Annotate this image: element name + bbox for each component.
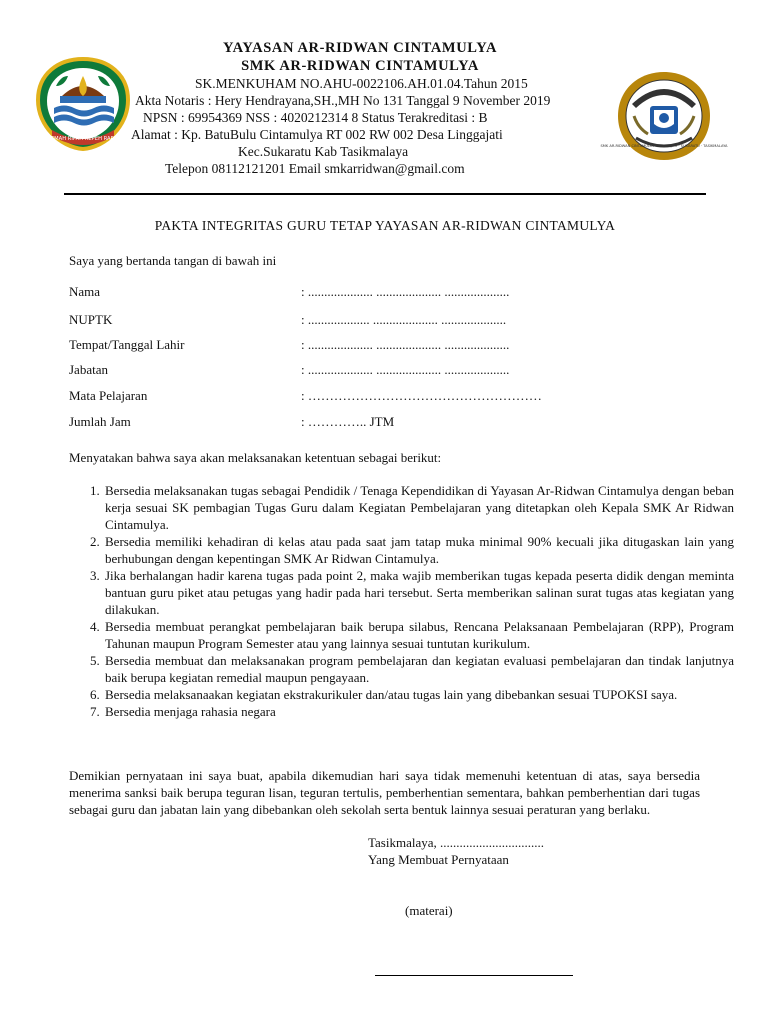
field-label-birth: Tempat/Tanggal Lahir xyxy=(69,337,185,352)
field-value-subject: : ……………………………………………… xyxy=(301,388,542,403)
statement-text: Menyatakan bahwa saya akan melaksanakan ketentuan sebagai berikut: xyxy=(69,450,442,465)
list-item: 7. Bersedia menjaga rahasia negara xyxy=(103,703,734,720)
signature-line xyxy=(375,975,573,976)
foundation-name: YAYASAN AR-RIDWAN CINTAMULYA xyxy=(222,40,498,56)
intro-text: Saya yang bertanda tangan di bawah ini xyxy=(69,253,277,268)
field-value-nuptk: : ................... .................... .................... xyxy=(301,312,507,327)
field-value-birth: : .................... .................... .................... xyxy=(301,337,510,352)
address-line-2: Kec.Sukaratu Kab Tasikmalaya xyxy=(238,144,409,159)
contact-info: Telepon 08112121201 Email smkarridwan@gmail.com xyxy=(165,161,465,176)
school-crest-logo xyxy=(600,68,728,164)
signer-label: Yang Membuat Pernyataan xyxy=(368,852,509,867)
decree-number: SK.MENKUHAM NO.AHU-0022106.AH.01.04.Tahun 2015 xyxy=(195,76,528,91)
field-label-nama: Nama xyxy=(69,284,101,299)
notary-deed: Akta Notaris : Hery Hendrayana,SH.,MH No 131 Tanggal 9 November 2019 xyxy=(135,93,551,108)
field-label-position: Jabatan xyxy=(69,362,108,377)
crest-text: SMK AR-RIDWAN CINTAMULYA · LINGGAJATI · SUKARATU · TASIKMALAYA xyxy=(600,144,728,148)
header-divider xyxy=(64,193,706,195)
emblem-motto: GEMAH RIPAH REPEH RAPIH xyxy=(46,136,120,142)
list-item: 6. Bersedia melaksanaakan kegiatan ekstrakurikuler dan/atau tugas lain yang dibebankan sesuai TUPOKSI saya. xyxy=(103,686,734,703)
npsn-nss: NPSN : 69954369 NSS : 4020212314 8 Status Terakreditasi : B xyxy=(143,110,488,125)
list-item: 3. Jika berhalangan hadir karena tugas pada point 2, maka wajib memberikan tugas kepada peserta didik dengan meminta bantuan guru piket atau petugas yang hadir pada hari tersebut. Serta memberikan salinan surat tugas atas kegiatan yang dilakukan. xyxy=(103,567,734,618)
west-java-emblem-logo xyxy=(34,56,132,152)
field-value-hours: : ………….. JTM xyxy=(301,414,395,429)
place-date: Tasikmalaya, ................................ xyxy=(368,835,545,850)
field-value-position: : .................... .................... .................... xyxy=(301,362,510,377)
field-label-subject: Mata Pelajaran xyxy=(69,388,148,403)
closing-paragraph: Demikian pernyataan ini saya buat, apabila dikemudian hari saya tidak memenuhi ketentuan di atas, saya bersedia menerima sanksi baik berupa teguran lisan, teguran tertulis, pemberhentian sementara, bahkan pemberhentian dari tugas sebagai guru dan jabatan lain yang dibebankan oleh sekolah serta bentuk lainnya sesuai peraturan yang berlaku. xyxy=(69,768,700,817)
document-title: PAKTA INTEGRITAS GURU TETAP YAYASAN AR-RIDWAN CINTAMULYA xyxy=(154,218,616,233)
address-line-1: Alamat : Kp. BatuBulu Cintamulya RT 002 RW 002 Desa Linggajati xyxy=(131,127,503,142)
school-name: SMK AR-RIDWAN CINTAMULYA xyxy=(241,58,479,74)
list-item: 5. Bersedia membuat dan melaksanakan program pembelajaran dan kegiatan evaluasi pembelajaran dan tindak lanjutnya baik berupa kegiatan remedial maupun pengayaan. xyxy=(103,652,734,686)
field-label-hours: Jumlah Jam xyxy=(69,414,131,429)
provisions-list xyxy=(69,482,734,720)
list-item: 4. Bersedia membuat perangkat pembelajaran baik berupa silabus, Rencana Pelaksanaan Pembelajaran (RPP), Program Tahunan maupun Program Semester atau yang lainnya sesuai tuntutan kurikulum. xyxy=(103,618,734,652)
field-value-nama: : .................... .................... .................... xyxy=(301,284,510,299)
list-item: 2. Bersedia memiliki kehadiran di kelas atau pada saat jam tatap muka minimal 90% kecuali jika ditugaskan lain yang berhubungan dengan kepentingan SMK Ar Ridwan Cintamulya. xyxy=(103,533,734,567)
stamp-duty-label: (materai) xyxy=(405,903,453,918)
list-item: 1. Bersedia melaksanakan tugas sebagai Pendidik / Tenaga Kependidikan di Yayasan Ar-Ridwan Cintamulya dengan beban kerja sesuai SK pembagian Tugas Guru dalam Kegiatan Pembelajaran yang ditetapkan oleh Kepala SMK Ar Ridwan Cintamulya. xyxy=(103,482,734,533)
field-label-nuptk: NUPTK xyxy=(69,312,113,327)
